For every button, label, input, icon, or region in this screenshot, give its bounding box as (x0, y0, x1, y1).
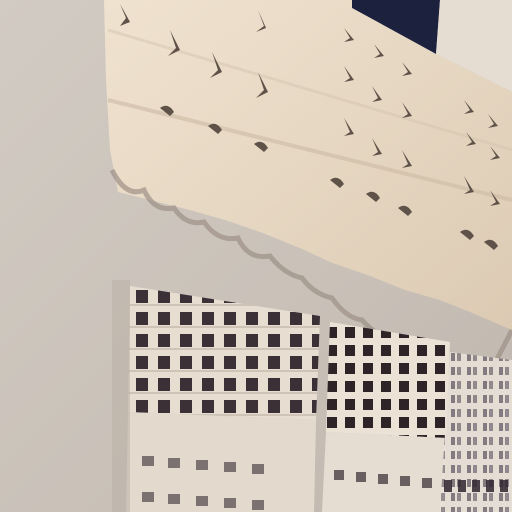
grid-panel-left-lower (126, 412, 316, 512)
grid-panel-middle (326, 322, 450, 438)
